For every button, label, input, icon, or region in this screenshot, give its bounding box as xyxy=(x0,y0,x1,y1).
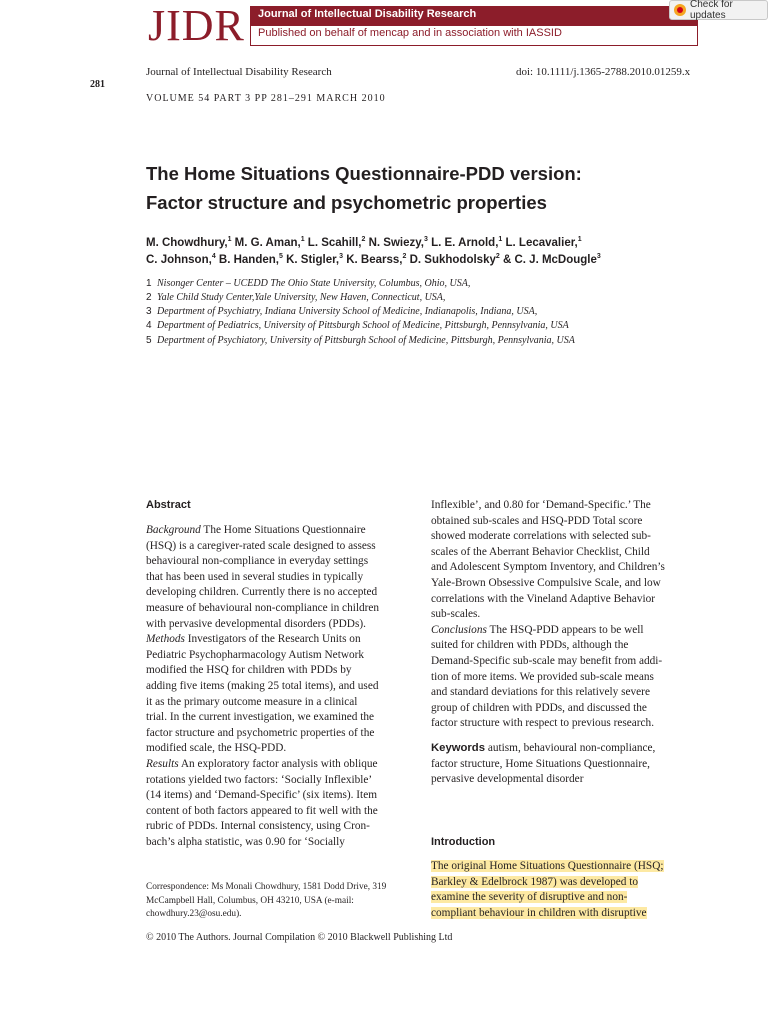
introduction-heading: Introduction xyxy=(431,836,496,848)
author-name: L. Scahill, xyxy=(304,236,362,249)
abstract-line-text: Pediatric Psychopharmacology Autism Network xyxy=(146,648,365,661)
affiliation-text: Yale Child Study Center,Yale University, New Haven, Connecticut, USA, xyxy=(157,292,446,303)
abstract-line xyxy=(146,819,408,835)
abstract-line-text: Demand-Specific sub-scale may benefit from addi- xyxy=(431,654,663,667)
author-list-line-2 xyxy=(146,253,601,266)
keywords xyxy=(431,741,701,788)
abstract-line xyxy=(146,741,408,757)
author-affiliation-mark: 2 xyxy=(495,253,500,260)
affiliation xyxy=(146,292,445,303)
abstract-line-text: The Home Situations Questionnaire xyxy=(200,524,366,536)
keywords-label: Keywords xyxy=(431,742,485,754)
abstract-left-column xyxy=(146,523,408,850)
author-name: D. Sukhodolsky xyxy=(406,253,496,266)
author-name: & C. J. McDougle xyxy=(499,253,597,266)
abstract-line-text: An exploratory factor analysis with oblique xyxy=(178,757,378,770)
abstract-line-text: rubric of PDDs. Internal consistency, using Cron- xyxy=(146,820,370,833)
copyright-line: © 2010 The Authors. Journal Compilation © 2010 Blackwell Publishing Ltd xyxy=(146,932,453,943)
abstract-line xyxy=(431,545,693,561)
author-name: C. Johnson, xyxy=(146,253,212,266)
abstract-line xyxy=(146,570,408,586)
author-affiliation-mark: 4 xyxy=(211,253,216,260)
abstract-line xyxy=(431,592,693,608)
introduction-line xyxy=(431,859,699,875)
author-affiliation-mark: 3 xyxy=(424,236,428,243)
highlighted-text: compliant behaviour in children with disruptive xyxy=(431,906,647,919)
affiliation xyxy=(146,278,470,289)
abstract-line-text: suited for children with PDDs, although the xyxy=(431,639,629,652)
introduction-line xyxy=(431,875,699,891)
abstract-heading: Abstract xyxy=(146,499,191,511)
affiliation-number: 1 xyxy=(146,278,152,289)
abstract-line xyxy=(146,632,408,648)
abstract-line-text: content of both factors appeared to fit well with the xyxy=(146,804,378,817)
highlighted-text: The original Home Situations Questionnaire (HSQ; xyxy=(431,860,664,872)
abstract-line-text: it as the primary outcome measure in a clinical xyxy=(146,695,358,708)
crossmark-icon xyxy=(674,4,686,16)
abstract-section-label: Results xyxy=(146,757,179,770)
correspondence-line: McCampbell Hall, Columbus, OH 43210, USA (e-mail: xyxy=(146,895,354,906)
check-for-updates-button[interactable] xyxy=(669,0,768,20)
affiliation-number: 3 xyxy=(146,306,152,317)
author-name: B. Handen, xyxy=(215,253,279,266)
abstract-line-text: adding five items (making 25 total items), and used xyxy=(146,679,379,692)
abstract-line-text: bach’s alpha statistic, was 0.90 for ‘Socially xyxy=(146,835,345,848)
abstract-line xyxy=(146,523,408,539)
abstract-line-text: and Adolescent Symptom Inventory, and Children’s xyxy=(431,561,665,574)
abstract-line xyxy=(431,670,693,686)
journal-name: Journal of Intellectual Disability Research xyxy=(146,66,332,78)
author-list-line-1 xyxy=(146,236,582,249)
banner-subtitle: Published on behalf of mencap and in association with IASSID xyxy=(258,27,562,39)
abstract-line xyxy=(431,514,693,530)
abstract-section-label: Methods xyxy=(146,633,185,646)
author-name: M. Chowdhury, xyxy=(146,236,228,249)
abstract-line xyxy=(146,788,408,804)
abstract-line xyxy=(431,576,693,592)
abstract-line xyxy=(146,585,408,601)
abstract-line-text: developing children. Currently there is no accepted xyxy=(146,586,378,599)
abstract-line xyxy=(146,663,408,679)
affiliation xyxy=(146,335,575,346)
author-affiliation-mark: 3 xyxy=(339,253,344,260)
correspondence-line: Correspondence: Ms Monali Chowdhury, 1581 Dodd Drive, 319 xyxy=(146,882,387,892)
abstract-line-text: group of children with PDDs, and discussed the xyxy=(431,701,647,714)
abstract-line-text: Yale-Brown Obsessive Compulsive Scale, and low xyxy=(431,576,661,589)
abstract-line xyxy=(146,617,408,633)
author-affiliation-mark: 1 xyxy=(227,236,232,243)
author-affiliation-mark: 2 xyxy=(402,253,407,260)
abstract-line-text: factor structure with respect to previous research. xyxy=(431,717,655,730)
introduction-line xyxy=(431,890,699,906)
abstract-line-text: obtained sub-scales and HSQ-PDD Total score xyxy=(431,514,643,527)
abstract-line xyxy=(146,539,408,555)
abstract-line xyxy=(146,757,408,773)
abstract-line xyxy=(431,716,693,732)
abstract-line-text: that has been used in several studies in typically xyxy=(146,570,364,583)
highlighted-text: Barkley & Edelbrock 1987) was developed to xyxy=(431,875,639,888)
abstract-line-text: behavioural non-compliance in everyday settings xyxy=(146,555,369,568)
author-affiliation-mark: 3 xyxy=(596,253,601,260)
abstract-line-text: with pervasive developmental disorders (PDDs). xyxy=(146,617,366,630)
abstract-line xyxy=(146,835,408,851)
affiliation xyxy=(146,306,537,317)
abstract-line xyxy=(431,607,693,623)
abstract-line-text: The HSQ-PDD appears to be well xyxy=(486,623,644,636)
abstract-line-text: and standard deviations for this relatively severe xyxy=(431,686,650,699)
journal-logo: JIDR xyxy=(148,1,245,50)
page-number: 281 xyxy=(90,79,105,90)
abstract-line-text: Inflexible’, and 0.80 for ‘Demand-Specific.’ The xyxy=(431,499,651,511)
abstract-line xyxy=(431,654,693,670)
abstract-line xyxy=(146,804,408,820)
affiliation-text: Department of Psychiatory, University of Pittsburgh School of Medicine, Pittsburgh, Pennsylvania, USA xyxy=(157,335,575,346)
article-title-line-1: The Home Situations Questionnaire-PDD version: xyxy=(146,163,582,184)
article-title-line-2: Factor structure and psychometric properties xyxy=(146,192,547,213)
abstract-line-text: factor structure and psychometric properties of the xyxy=(146,726,375,739)
affiliation-text: Nisonger Center – UCEDD The Ohio State University, Columbus, Ohio, USA, xyxy=(157,278,471,289)
abstract-line xyxy=(146,648,408,664)
author-affiliation-mark: 1 xyxy=(577,236,582,243)
highlighted-text: examine the severity of disruptive and non- xyxy=(431,891,628,904)
abstract-line xyxy=(146,679,408,695)
author-name: N. Swiezy, xyxy=(365,236,424,249)
abstract-line xyxy=(431,685,693,701)
correspondence-note xyxy=(146,881,416,922)
author-affiliation-mark: 1 xyxy=(498,236,503,243)
author-affiliation-mark: 5 xyxy=(278,253,283,260)
correspondence-line: chowdhury.23@osu.edu). xyxy=(146,909,242,919)
keywords-line: pervasive developmental disorder xyxy=(431,773,584,786)
introduction-text xyxy=(431,859,699,921)
author-name: L. E. Arnold, xyxy=(427,236,499,249)
abstract-line xyxy=(146,710,408,726)
volume-line: VOLUME 54 PART 3 PP 281–291 MARCH 2010 xyxy=(146,93,386,104)
author-name: L. Lecavalier, xyxy=(502,236,578,249)
keywords-line: factor structure, Home Situations Questionnaire, xyxy=(431,757,650,770)
author-name: K. Bearss, xyxy=(343,253,403,266)
abstract-line-text: measure of behavioural non-compliance in children xyxy=(146,601,380,614)
doi[interactable]: doi: 10.1111/j.1365-2788.2010.01259.x xyxy=(516,66,691,78)
abstract-line xyxy=(431,498,693,514)
abstract-line-text: (14 items) and ‘Demand-Specific’ (six items). Item xyxy=(146,789,377,802)
abstract-line-text: scales of the Aberrant Behavior Checklist, Child xyxy=(431,545,650,558)
abstract-line xyxy=(146,695,408,711)
affiliation-text: Department of Pediatrics, University of Pittsburgh School of Medicine, Pittsburgh, Pennsylvania, USA xyxy=(157,320,569,331)
abstract-line-text: modified scale, the HSQ-PDD. xyxy=(146,742,287,755)
affiliation-number: 5 xyxy=(146,335,152,346)
author-name: M. G. Aman, xyxy=(231,236,301,249)
abstract-right-column xyxy=(431,498,693,732)
abstract-line-text: (HSQ) is a caregiver-rated scale designed to assess xyxy=(146,539,376,552)
abstract-line-text: rotations yielded two factors: ‘Socially Inflexible’ xyxy=(146,773,373,786)
author-name: K. Stigler, xyxy=(282,253,340,266)
keywords-text: autism, behavioural non-compliance, xyxy=(485,742,656,754)
abstract-line-text: tion of more items. We provided sub-scale means xyxy=(431,670,654,683)
abstract-line xyxy=(146,773,408,789)
abstract-line xyxy=(146,554,408,570)
abstract-section-label: Conclusions xyxy=(431,623,487,636)
affiliation xyxy=(146,320,569,331)
abstract-line xyxy=(146,601,408,617)
abstract-line xyxy=(146,726,408,742)
introduction-line xyxy=(431,906,699,922)
abstract-line-text: Investigators of the Research Units on xyxy=(184,633,361,646)
abstract-section-label: Background xyxy=(146,524,201,536)
keywords-line xyxy=(431,741,701,757)
abstract-line xyxy=(431,529,693,545)
check-updates-label: Check for updates xyxy=(690,0,733,21)
abstract-line-text: sub-scales. xyxy=(431,608,481,621)
affiliation-text: Department of Psychiatry, Indiana University School of Medicine, Indianapolis, Indiana, USA, xyxy=(157,306,538,317)
abstract-line xyxy=(431,560,693,576)
abstract-line xyxy=(431,638,693,654)
affiliation-number: 2 xyxy=(146,292,152,303)
abstract-line-text: trial. In the current investigation, we examined the xyxy=(146,711,375,724)
affiliation-number: 4 xyxy=(146,320,152,331)
abstract-line-text: showed moderate correlations with selected sub- xyxy=(431,530,651,543)
banner-title: Journal of Intellectual Disability Research xyxy=(258,8,477,20)
abstract-line xyxy=(431,623,693,639)
author-affiliation-mark: 2 xyxy=(361,236,366,243)
abstract-line-text: modified the HSQ for children with PDDs by xyxy=(146,664,352,677)
author-affiliation-mark: 1 xyxy=(300,236,305,243)
abstract-line-text: correlations with the Vineland Adaptive Behavior xyxy=(431,592,656,605)
abstract-line xyxy=(431,701,693,717)
